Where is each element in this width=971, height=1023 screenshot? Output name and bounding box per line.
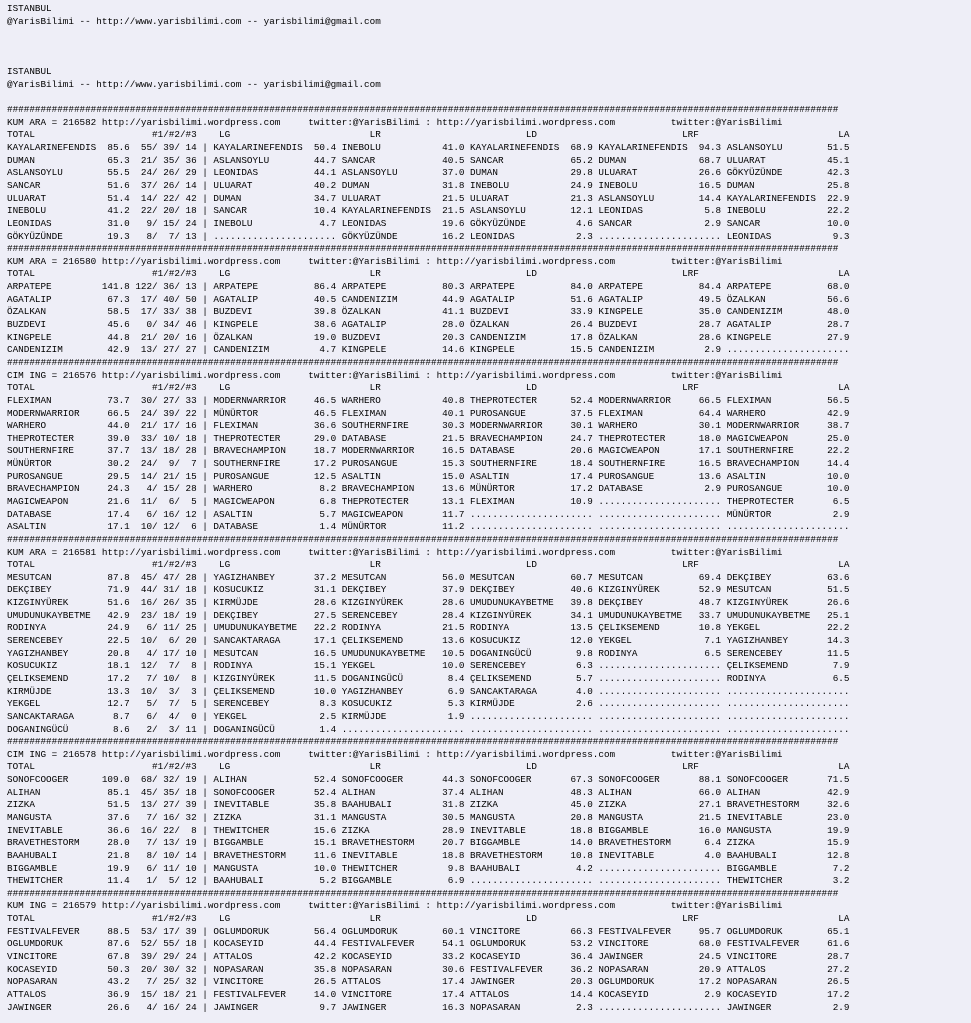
text-line: BIGGAMBLE 19.9 6/ 11/ 10 | MANGUSTA 10.0 THEWITCHER 9.8 BAAHUBALI 4.2 ...................... BIGGAMBLE 7.2 [7, 862, 850, 874]
text-line: DATABASE 17.4 6/ 16/ 12 | ASALTIN 5.7 MAGICWEAPON 11.7 ...................... ...................... MÜNÜRTOR 2.9 [7, 508, 850, 520]
text-line: SONOFCOOGER 109.0 68/ 32/ 19 | ALIHAN 52.4 SONOFCOOGER 44.3 SONOFCOOGER 67.3 SONOFCOOGER 88.1 SONOFCOOGER 71.5 [7, 774, 850, 786]
text-line: ##################################################################################################################################################### [7, 736, 839, 748]
text-line: CANDENIZIM 42.9 13/ 27/ 27 | CANDENIZIM 4.7 KINGPELE 14.6 KINGPELE 15.5 CANDENIZIM 2.9 ...................... [7, 344, 850, 356]
text-line: ALIHAN 85.1 45/ 35/ 18 | SONOFCOOGER 52.4 ALIHAN 37.4 ALIHAN 48.3 ALIHAN 66.0 ALIHAN 42.9 [7, 786, 850, 798]
text-line: KIZGINYÜREK 51.6 16/ 26/ 35 | KIRMÜJDE 28.6 KIZGINYÜREK 28.6 UMUDUNUKAYBETME 39.8 DEKÇIBEY 48.7 KIZGINYÜREK 26.6 [7, 597, 850, 609]
text-line: YAGIZHANBEY 20.8 4/ 17/ 10 | MESUTCAN 16.5 UMUDUNUKAYBETME 10.5 DOGANINGÜCÜ 9.8 RODINYA 6.5 SERENCEBEY 11.5 [7, 647, 850, 659]
text-line: ISTANBUL [7, 3, 52, 14]
text-line: ÖZALKAN 58.5 17/ 33/ 38 | BUZDEVI 39.8 ÖZALKAN 41.1 BUZDEVI 33.9 KINGPELE 35.0 CANDENIZIM 48.0 [7, 306, 850, 318]
text-line: KIRMÜJDE 13.3 10/ 3/ 3 | ÇELIKSEMEND 10.0 YAGIZHANBEY 6.9 SANCAKTARAGA 4.0 ...................... ...................... [7, 685, 850, 697]
text-line: MODERNWARRIOR 66.5 24/ 39/ 22 | MÜNÜRTOR 46.5 FLEXIMAN 40.1 PUROSANGUE 37.5 FLEXIMAN 64.4 WARHERO 42.9 [7, 407, 850, 419]
text-line: WARHERO 44.0 21/ 17/ 16 | FLEXIMAN 36.6 SOUTHERNFIRE 30.3 MODERNWARRIOR 30.1 WARHERO 30.1 MODERNWARRIOR 38.7 [7, 420, 850, 432]
text-line: TOTAL #1/#2/#3 LG LR LD LRF LA [7, 268, 850, 280]
text-line: CIM ING = 216578 http://yarisbilimi.wordpress.com twitter:@YarisBilimi : http://yarisbilimi.wordpress.com twitter:@YarisBilimi [7, 748, 783, 760]
text-line: ##################################################################################################################################################### [7, 533, 839, 545]
text-line: KAYALARINEFENDIS 85.6 55/ 39/ 14 | KAYALARINEFENDIS 50.4 INEBOLU 41.0 KAYALARINEFENDIS 68.9 KAYALARINEFENDIS 94.3 ASLANSOYLU 51.5 [7, 142, 850, 154]
text-line [7, 91, 971, 104]
text-line: BRAVETHESTORM 28.0 7/ 13/ 19 | BIGGAMBLE 15.1 BRAVETHESTORM 20.7 BIGGAMBLE 14.0 BRAVETHESTORM 6.4 ZIZKA 15.9 [7, 837, 850, 849]
text-line: KUM ARA = 216580 http://yarisbilimi.wordpress.com twitter:@YarisBilimi : http://yarisbilimi.wordpress.com twitter:@YarisBilimi [7, 255, 783, 267]
text-line: JAWINGER 26.6 4/ 16/ 24 | JAWINGER 9.7 JAWINGER 16.3 NOPASARAN 2.3 ...................... JAWINGER 2.9 [7, 1001, 850, 1013]
text-line: ULUARAT 51.4 14/ 22/ 42 | DUMAN 34.7 ULUARAT 21.5 ULUARAT 21.3 ASLANSOYLU 14.4 KAYALARINEFENDIS 22.9 [7, 192, 850, 204]
text-line: MESUTCAN 87.8 45/ 47/ 28 | YAGIZHANBEY 37.2 MESUTCAN 56.0 MESUTCAN 60.7 MESUTCAN 69.4 DEKÇIBEY 63.6 [7, 571, 850, 583]
text-line: KOCASEYID 50.3 20/ 30/ 32 | NOPASARAN 35.8 NOPASARAN 30.6 FESTIVALFEVER 36.2 NOPASARAN 20.9 ATTALOS 27.2 [7, 963, 850, 975]
text-line: TOTAL #1/#2/#3 LG LR LD LRF LA [7, 129, 850, 141]
text-line: LEONIDAS 31.0 9/ 15/ 24 | INEBOLU 4.7 LEONIDAS 19.6 GÖKYÜZÜNDE 4.6 SANCAR 2.9 SANCAR 10.0 [7, 217, 850, 229]
text-line: DEKÇIBEY 71.9 44/ 31/ 18 | KOSUCUKIZ 31.1 DEKÇIBEY 37.9 DEKÇIBEY 40.6 KIZGINYÜREK 52.9 MESUTCAN 51.5 [7, 584, 850, 596]
text-line: FLEXIMAN 73.7 30/ 27/ 33 | MODERNWARRIOR 46.5 WARHERO 40.8 THEPROTECTER 52.4 MODERNWARRIOR 66.5 FLEXIMAN 56.5 [7, 394, 850, 406]
text-line: KUM ARA = 216582 http://yarisbilimi.wordpress.com twitter:@YarisBilimi : http://yarisbilimi.wordpress.com twitter:@YarisBilimi [7, 116, 783, 128]
text-line: INEBOLU 41.2 22/ 20/ 18 | SANCAR 10.4 KAYALARINEFENDIS 21.5 ASLANSOYLU 12.1 LEONIDAS 5.8 INEBOLU 22.2 [7, 205, 850, 217]
text-line: INEVITABLE 36.6 16/ 22/ 8 | THEWITCHER 15.6 ZIZKA 28.9 INEVITABLE 18.8 BIGGAMBLE 16.0 MANGUSTA 19.9 [7, 824, 850, 836]
text-line: DUMAN 65.3 21/ 35/ 36 | ASLANSOYLU 44.7 SANCAR 40.5 SANCAR 65.2 DUMAN 68.7 ULUARAT 45.1 [7, 154, 850, 166]
text-line: ATTALOS 36.9 15/ 18/ 21 | FESTIVALFEVER 14.0 VINCITORE 17.4 ATTALOS 14.4 KOCASEYID 2.9 KOCASEYID 17.2 [7, 988, 850, 1000]
text-line: @YarisBilimi -- http://www.yarisbilimi.com -- yarisbilimi@gmail.com [7, 15, 381, 27]
text-line: ÇELIKSEMEND 17.2 7/ 10/ 8 | KIZGINYÜREK 11.5 DOGANINGÜCÜ 8.4 ÇELIKSEMEND 5.7 ...................... RODINYA 6.5 [7, 672, 850, 684]
text-line: OGLUMDORUK 87.6 52/ 55/ 18 | KOCASEYID 44.4 FESTIVALFEVER 54.1 OGLUMDORUK 53.2 VINCITORE 68.0 FESTIVALFEVER 61.6 [7, 938, 850, 950]
text-line: MÜNÜRTOR 30.2 24/ 9/ 7 | SOUTHERNFIRE 17.2 PUROSANGUE 15.3 SOUTHERNFIRE 18.4 SOUTHERNFIRE 16.5 BRAVECHAMPION 14.4 [7, 458, 850, 470]
text-line [7, 54, 971, 67]
text-line: ZIZKA 51.5 13/ 27/ 39 | INEVITABLE 35.8 BAAHUBALI 31.8 ZIZKA 45.0 ZIZKA 27.1 BRAVETHESTORM 32.6 [7, 799, 850, 811]
text-line [7, 41, 971, 54]
text-line: AGATALIP 67.3 17/ 40/ 50 | AGATALIP 40.5 CANDENIZIM 44.9 AGATALIP 51.6 AGATALIP 49.5 ÖZALKAN 56.6 [7, 293, 850, 305]
text-line: TOTAL #1/#2/#3 LG LR LD LRF LA [7, 761, 850, 773]
text-line: MAGICWEAPON 21.6 11/ 6/ 5 | MAGICWEAPON 6.8 THEPROTECTER 13.1 FLEXIMAN 10.9 ...................... THEPROTECTER 6.5 [7, 495, 850, 507]
text-line: ##################################################################################################################################################### [7, 356, 839, 368]
text-line: GÖKYÜZÜNDE 19.3 8/ 7/ 13 | ...................... GÖKYÜZÜNDE 16.2 LEONIDAS 2.3 ...................... LEONIDAS 9.3 [7, 230, 850, 242]
text-line: VINCITORE 67.8 39/ 29/ 24 | ATTALOS 42.2 KOCASEYID 33.2 KOCASEYID 36.4 JAWINGER 24.5 VINCITORE 28.7 [7, 951, 850, 963]
text-line: TOTAL #1/#2/#3 LG LR LD LRF LA [7, 559, 850, 571]
text-line: TOTAL #1/#2/#3 LG LR LD LRF LA [7, 913, 850, 925]
text-line: ##################################################################################################################################################### [7, 887, 839, 899]
text-line: ARPATEPE 141.8 122/ 36/ 13 | ARPATEPE 86.4 ARPATEPE 80.3 ARPATEPE 84.0 ARPATEPE 84.4 ARPATEPE 68.0 [7, 281, 850, 293]
text-line: FESTIVALFEVER 88.5 53/ 17/ 39 | OGLUMDORUK 56.4 OGLUMDORUK 60.1 VINCITORE 66.3 FESTIVALFEVER 95.7 OGLUMDORUK 65.1 [7, 925, 850, 937]
text-line: NOPASARAN 43.2 7/ 25/ 32 | VINCITORE 26.5 ATTALOS 17.4 JAWINGER 20.3 OGLUMDORUK 17.2 NOPASARAN 26.5 [7, 976, 850, 988]
text-line: ##################################################################################################################################################### [7, 104, 839, 116]
text-line: SANCAR 51.6 37/ 26/ 14 | ULUARAT 40.2 DUMAN 31.8 INEBOLU 24.9 INEBOLU 16.5 DUMAN 25.8 [7, 179, 850, 191]
text-line: SOUTHERNFIRE 37.7 13/ 18/ 28 | BRAVECHAMPION 18.7 MODERNWARRIOR 16.5 DATABASE 20.6 MAGICWEAPON 17.1 SOUTHERNFIRE 22.2 [7, 445, 850, 457]
text-line: KUM ARA = 216581 http://yarisbilimi.wordpress.com twitter:@YarisBilimi : http://yarisbilimi.wordpress.com twitter:@YarisBilimi [7, 546, 783, 558]
text-line: ISTANBUL [7, 66, 52, 78]
text-line: ASLANSOYLU 55.5 24/ 26/ 29 | LEONIDAS 44.1 ASLANSOYLU 37.0 DUMAN 29.8 ULUARAT 26.6 GÖKYÜZÜNDE 42.3 [7, 167, 850, 179]
text-line: SERENCEBEY 22.5 10/ 6/ 20 | SANCAKTARAGA 17.1 ÇELIKSEMEND 13.6 KOSUCUKIZ 12.0 YEKGEL 7.1 YAGIZHANBEY 14.3 [7, 635, 850, 647]
text-line: DOGANINGÜCÜ 8.6 2/ 3/ 11 | DOGANINGÜCÜ 1.4 ...................... ...................... ...................... ...................... [7, 723, 850, 735]
text-line: KUM ING = 216579 http://yarisbilimi.wordpress.com twitter:@YarisBilimi : http://yarisbilimi.wordpress.com twitter:@YarisBilimi [7, 900, 783, 912]
text-line: KINGPELE 44.8 21/ 20/ 16 | ÖZALKAN 19.0 BUZDEVI 20.3 CANDENIZIM 17.8 ÖZALKAN 28.6 KINGPELE 27.9 [7, 331, 850, 343]
text-line: YEKGEL 12.7 5/ 7/ 5 | SERENCEBEY 8.3 KOSUCUKIZ 5.3 KIRMÜJDE 2.6 ...................... ...................... [7, 698, 850, 710]
text-line: BUZDEVI 45.6 0/ 34/ 46 | KINGPELE 38.6 AGATALIP 28.0 ÖZALKAN 26.4 BUZDEVI 28.7 AGATALIP 28.7 [7, 319, 850, 331]
text-line: CIM ING = 216576 http://yarisbilimi.wordpress.com twitter:@YarisBilimi : http://yarisbilimi.wordpress.com twitter:@YarisBilimi [7, 369, 783, 381]
text-line: THEWITCHER 11.4 1/ 5/ 12 | BAAHUBALI 5.2 BIGGAMBLE 6.9 ...................... ...................... THEWITCHER 3.2 [7, 875, 850, 887]
text-line: BAAHUBALI 21.8 8/ 10/ 14 | BRAVETHESTORM 11.6 INEVITABLE 18.8 BRAVETHESTORM 10.8 INEVITABLE 4.0 BAAHUBALI 12.8 [7, 849, 850, 861]
text-line: ASALTIN 17.1 10/ 12/ 6 | DATABASE 1.4 MÜNÜRTOR 11.2 ...................... ...................... ...................... [7, 521, 850, 533]
text-line [7, 28, 971, 41]
text-line: THEPROTECTER 39.0 33/ 10/ 18 | THEPROTECTER 29.0 DATABASE 21.5 BRAVECHAMPION 24.7 THEPROTECTER 18.0 MAGICWEAPON 25.0 [7, 432, 850, 444]
text-line: TOTAL #1/#2/#3 LG LR LD LRF LA [7, 382, 850, 394]
text-line: BRAVECHAMPION 24.3 4/ 15/ 28 | WARHERO 8.2 BRAVECHAMPION 13.6 MÜNÜRTOR 17.2 DATABASE 2.9 PUROSANGUE 10.0 [7, 483, 850, 495]
text-line: RODINYA 24.9 6/ 11/ 25 | UMUDUNUKAYBETME 22.2 RODINYA 21.5 RODINYA 13.5 ÇELIKSEMEND 10.8 YEKGEL 22.2 [7, 622, 850, 634]
text-line: ##################################################################################################################################################### [7, 243, 839, 255]
text-line: PUROSANGUE 29.5 14/ 21/ 15 | PUROSANGUE 12.5 ASALTIN 15.0 ASALTIN 17.4 PUROSANGUE 13.6 ASALTIN 10.0 [7, 470, 850, 482]
text-line: @YarisBilimi -- http://www.yarisbilimi.com -- yarisbilimi@gmail.com [7, 78, 381, 90]
text-line: UMUDUNUKAYBETME 42.9 23/ 18/ 19 | DEKÇIBEY 27.5 SERENCEBEY 28.4 KIZGINYÜREK 34.1 UMUDUNUKAYBETME 33.7 UMUDUNUKAYBETME 25.1 [7, 609, 850, 621]
text-line: MANGUSTA 37.6 7/ 16/ 32 | ZIZKA 31.1 MANGUSTA 30.5 MANGUSTA 20.8 MANGUSTA 21.5 INEVITABLE 23.0 [7, 812, 850, 823]
text-line: SANCAKTARAGA 8.7 6/ 4/ 0 | YEKGEL 2.5 KIRMÜJDE 1.9 ...................... ...................... ...................... [7, 710, 850, 722]
text-line: KOSUCUKIZ 18.1 12/ 7/ 8 | RODINYA 15.1 YEKGEL 10.0 SERENCEBEY 6.3 ...................... ÇELIKSEMEND 7.9 [7, 660, 850, 672]
